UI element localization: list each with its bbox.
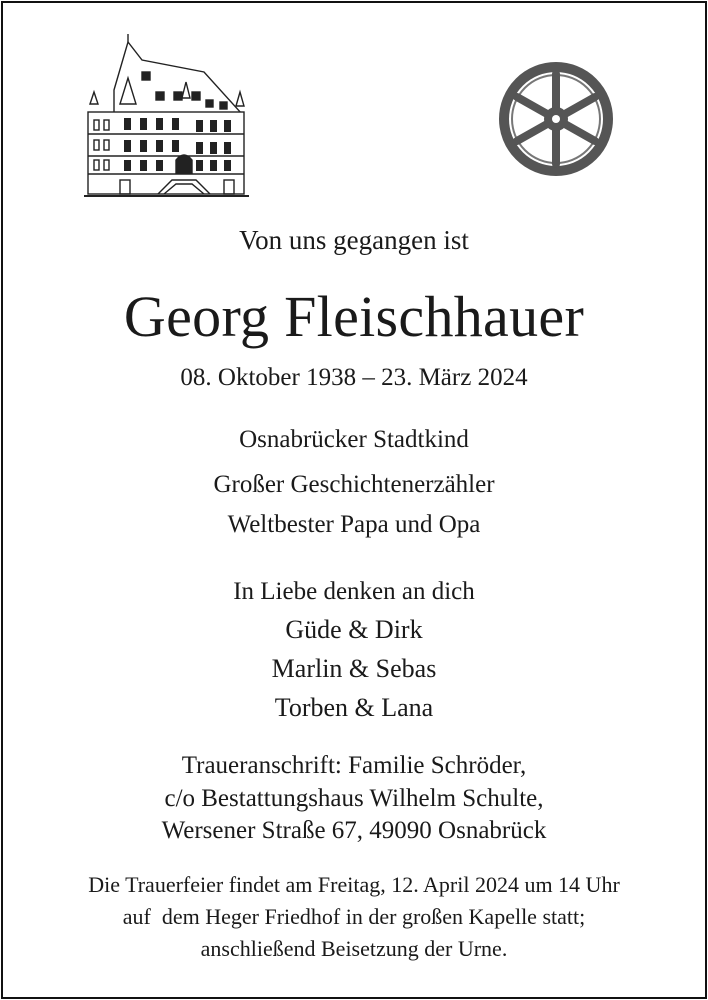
life-dates: 08. Oktober 1938 – 23. März 2024 — [180, 364, 528, 391]
funeral-info-line: Die Trauerfeier findet am Freitag, 12. April 2024 um 14 Uhr — [88, 872, 620, 897]
mourner-line: Güde & Dirk — [285, 615, 423, 644]
trait-line: Weltbester Papa und Opa — [227, 511, 481, 538]
town-hall-illustration-icon — [84, 34, 249, 199]
mourner-line: Marlin & Sebas — [271, 654, 437, 683]
mourner-line: Torben & Lana — [274, 693, 434, 722]
funeral-info-line: anschließend Beisetzung der Urne. — [200, 936, 508, 961]
intro-text: Von uns gegangen ist — [239, 225, 469, 255]
mourners-intro: In Liebe denken an dich — [233, 578, 475, 605]
wheel-icon — [497, 60, 615, 178]
address-line: Traueranschrift: Familie Schröder, — [181, 752, 527, 779]
address-line: Wersener Straße 67, 49090 Osnabrück — [161, 817, 547, 844]
funeral-info-line: auf dem Heger Friedhof in der großen Kapelle statt; — [122, 904, 586, 929]
trait-line: Großer Geschichtenerzähler — [213, 471, 495, 498]
trait-line: Osnabrücker Stadtkind — [239, 426, 469, 453]
deceased-name: Georg Fleischhauer — [123, 284, 585, 349]
address-line: c/o Bestattungshaus Wilhelm Schulte, — [164, 785, 544, 812]
